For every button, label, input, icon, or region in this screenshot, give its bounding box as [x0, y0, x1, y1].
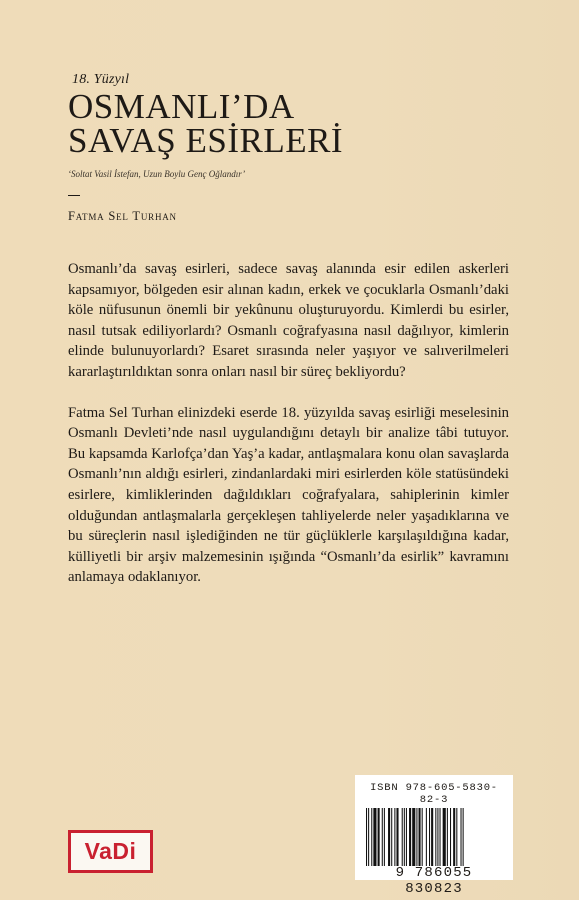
barcode-bar: [450, 808, 451, 866]
barcode-bar: [396, 808, 398, 866]
barcode-bar: [394, 808, 395, 866]
barcode-bar: [416, 808, 417, 866]
book-title: [68, 87, 368, 160]
barcode-bar: [373, 808, 376, 866]
blurb: [68, 259, 509, 608]
barcode-bar: [368, 808, 369, 866]
barcode-bar: [384, 808, 385, 866]
barcode-bar: [388, 808, 390, 866]
barcode-bar: [431, 808, 433, 866]
barcode-bar: [453, 808, 455, 866]
barcode-bar: [440, 808, 441, 866]
barcode-bar: [437, 808, 438, 866]
barcode-bar: [382, 808, 383, 866]
barcode-bar: [371, 808, 372, 866]
barcode-bar: [435, 808, 436, 866]
barcode-bar: [391, 808, 392, 866]
barcode-bar: [412, 808, 415, 866]
barcode-bar: [426, 808, 427, 866]
author-name: Fatma Sel Turhan: [68, 209, 177, 224]
barcode-bars: [364, 808, 504, 866]
century-label: 18. Yüzyıl: [72, 72, 130, 87]
barcode-bar: [402, 808, 403, 866]
barcode-bar: [409, 808, 411, 866]
barcode-bar: [447, 808, 448, 866]
barcode-digits: 9 786055 830823: [395, 865, 473, 897]
barcode-bar: [404, 808, 405, 866]
blurb-paragraph-1: Osmanlı’da savaş esirleri, sadece savaş alanında esir edilen askerleri kapsamıyor, bölgeden esir alınan kadın, erkek ve çocuklarla Osmanlı’daki köle nüfusunun önemli bir yekûnunu oluşturuyordu. Kimlerdi bu esirler, nasıl tutsak ediliyorlardı? Osmanlı coğrafyasına nasıl dağılıyor, kimlerin elinde bulunuyorlardı? Esaret sırasında neler yaşıyor ve salıverilmeleri kararlaştırıldıktan sonra onları nasıl bir süreç bekliyordu?: [68, 261, 509, 380]
barcode-bar: [378, 808, 380, 866]
title-line-2: SAVAŞ ESİRLERİ: [68, 121, 344, 160]
barcode-bar: [461, 808, 462, 866]
barcode-bar: [443, 808, 446, 866]
publisher-logo-text: VaDi: [84, 838, 137, 864]
title-line-1: OSMANLI’DA: [68, 87, 295, 126]
barcode-bar: [422, 808, 423, 866]
barcode-bar: [406, 808, 407, 866]
book-subtitle: ‘Soltat Vasil İstefan, Uzun Boylu Genç Oğlandır’: [68, 169, 246, 179]
isbn-label: ISBN 978-605-5830-82-3: [370, 782, 498, 806]
blurb-paragraph-2: Fatma Sel Turhan elinizdeki eserde 18. yüzyılda savaş esirliği meselesinin Osmanlı Devleti’nde nasıl uygulandığını detaylı bir analize tâbi tutuyor. Bu kapsamda Karlofça’dan Yaş’a kadar, antlaşmalara konu olan savaşlarda Osmanlı’nın aldığı esirleri, zindanlardaki miri esirlerden köle statüsündeki esirlere, kimliklerinden dağıldıkları coğrafyalara, sahiplerinin kimler olduğundan antlaşmalarla gerçekleşen tahliyelerde neler yaşadıklarına ve bu süreçlerin nasıl işlediğinden ne tür güçlüklerle karşılaşıldığına kadar, külliyetli bir arşiv malzemesinin ışığında “Osmanlı’da esirlik” kavramını anlamaya odaklanıyor.: [68, 404, 509, 586]
isbn-barcode: [355, 775, 513, 897]
barcode-bar: [463, 808, 464, 866]
publisher-logo: [68, 830, 153, 873]
barcode-bar: [456, 808, 457, 866]
barcode-bar: [429, 808, 430, 866]
barcode-bar: [419, 808, 421, 866]
divider-rule: [68, 195, 80, 196]
cover-header: [68, 72, 368, 224]
barcode-bar: [366, 808, 367, 866]
